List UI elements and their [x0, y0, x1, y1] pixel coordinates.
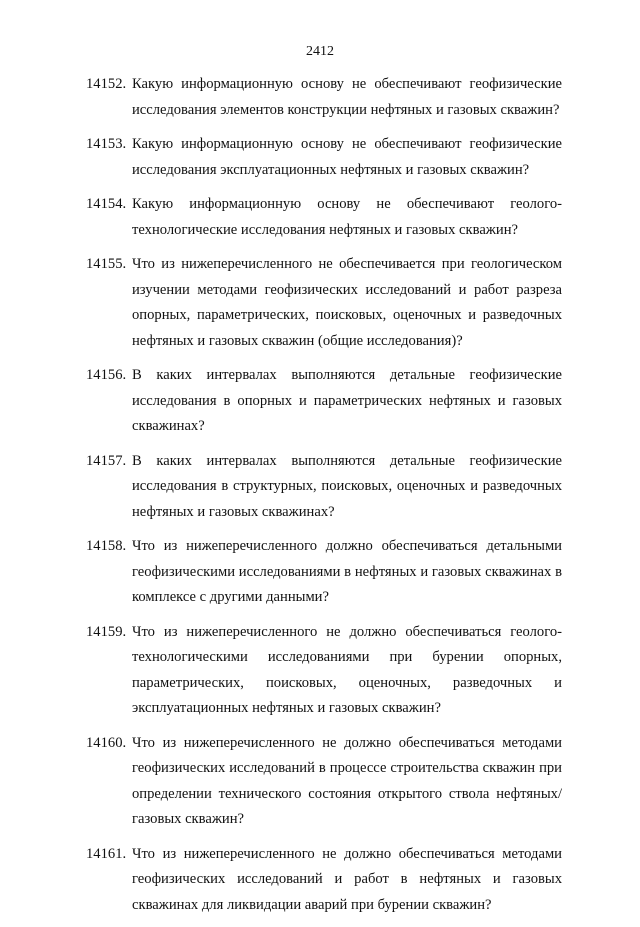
question-item: [86, 72, 562, 123]
question-text: Что из нижеперечисленного не должно обеспечиваться методами геофизических исследований и работ в нефтяных и газовых скважинах для ликвидации аварий при бурении скважин?: [132, 845, 562, 913]
question-number: 14157.: [86, 452, 127, 469]
question-number: 14161.: [86, 845, 127, 862]
question-item: [86, 363, 562, 440]
question-number: 14158.: [86, 538, 127, 554]
question-text: Какую информационную основу не обеспечивают геофизические исследования эксплуатационных нефтяных и газовых скважин?: [132, 136, 562, 178]
question-list: [86, 72, 562, 927]
page-number: 2412: [306, 44, 334, 59]
question-text: Какую информационную основу не обеспечивают геолого-технологические исследования нефтяных и газовых скважин?: [132, 196, 562, 238]
question-text: Что из нижеперечисленного не должно обеспечиваться методами геофизических исследований в процессе строительства скважин при определении технического состояния открытого ствола нефтяных/газовых скважин?: [132, 734, 562, 827]
question-number: 14156.: [86, 367, 127, 383]
question-item: [86, 252, 562, 354]
question-item: [86, 731, 562, 833]
question-text: Что из нижеперечисленного не должно обеспечиваться геолого-технологическими исследованиями при бурении опорных, параметрических, поисковых, оценочных, разведочных и эксплуатационных нефтяных и газовых скважин?: [132, 623, 562, 716]
question-item: [86, 449, 562, 526]
question-item: [86, 192, 562, 243]
question-text: В каких интервалах выполняются детальные геофизические исследования в опорных и параметрических нефтяных и газовых скважинах?: [132, 367, 562, 434]
question-text: В каких интервалах выполняются детальные геофизические исследования в структурных, поисковых, оценочных и разведочных нефтяных и газовых скважинах?: [132, 452, 562, 520]
question-number: 14153.: [86, 136, 127, 152]
question-number: 14159.: [86, 623, 127, 640]
question-text: Что из нижеперечисленного должно обеспечиваться детальными геофизическими исследованиями в нефтяных и газовых скважинах в комплексе с другими данными?: [132, 538, 562, 605]
question-item: [86, 842, 562, 919]
question-item: [86, 620, 562, 722]
question-number: 14155.: [86, 256, 127, 272]
question-number: 14154.: [86, 196, 127, 212]
question-number: 14152.: [86, 76, 127, 92]
question-item: [86, 534, 562, 611]
question-number: 14160.: [86, 734, 127, 751]
question-item: [86, 132, 562, 183]
question-text: Какую информационную основу не обеспечивают геофизические исследования элементов конструкции нефтяных и газовых скважин?: [132, 76, 562, 118]
question-text: Что из нижеперечисленного не обеспечивается при геологическом изучении методами геофизических исследований и работ разреза опорных, параметрических, поисковых, оценочных и разведочных нефтяных и газовых скважин (общие исследования)?: [132, 256, 562, 349]
